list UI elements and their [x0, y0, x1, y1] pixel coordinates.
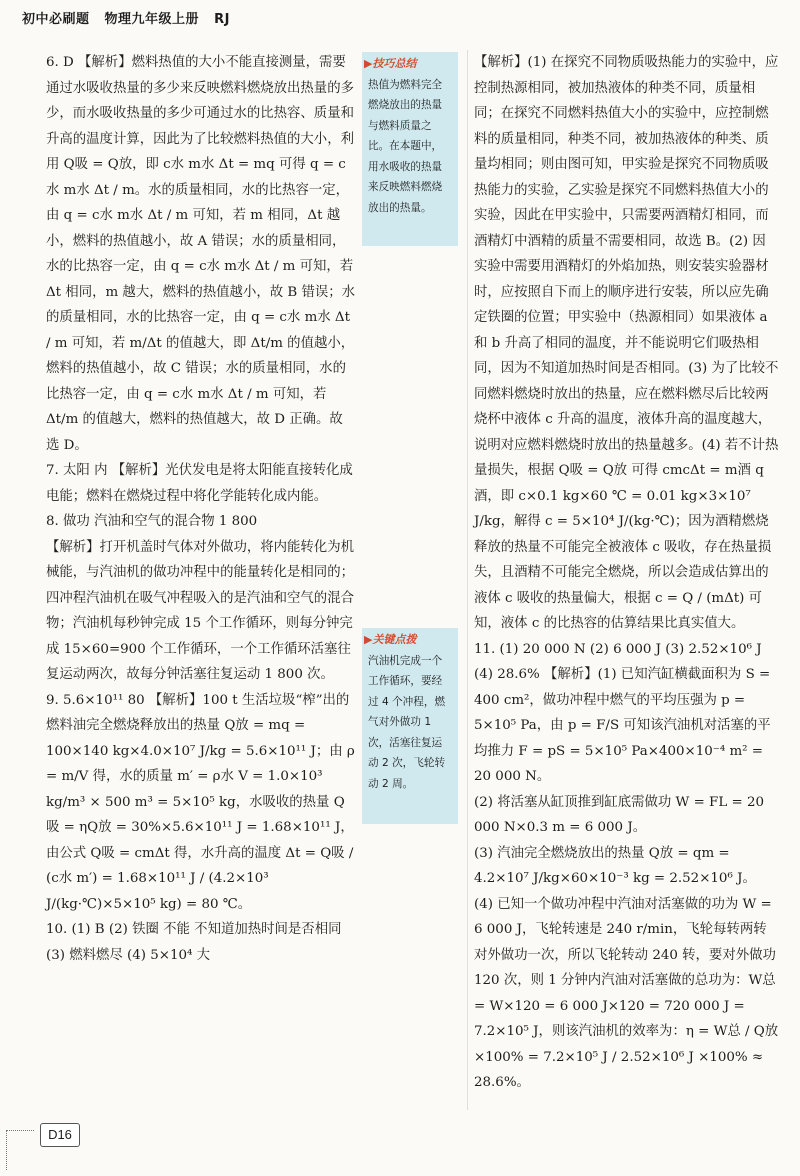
column-divider [467, 50, 468, 1110]
answer-10: 10. (1) B (2) 铁圈 不能 不知道加热时间是否相同 (3) 燃料燃尽 (4) 5×10⁴ 大 [46, 922, 342, 963]
answer-10-analysis: 【解析】(1) 在探究不同物质吸热能力的实验中，应控制热源相同，被加热液体的种类不同，质量相同；在探究不同燃料热值大小的实验中，应控制燃料的质量相同，种类不同，被加热液体的种类、质量均相同；则由图可知，甲实验是探究不同物质吸热能力的实验，乙实验是探究不同燃料热值大小的实验，因此在甲实验中，只需要两酒精灯相同，而酒精灯中酒精的质量不需要相同，故选 B。(2) 因实验中需要用酒精灯的外焰加热，则安装实验器材时，应按照自下而上的顺序进行安装，所以应先确定铁圈的位置；甲实验中（热源相同）如果液体 a 和 b 升高了相同的温度，并不能说明它们吸热相同，因为不知道加热时间是否相同。(3) 为了比较不同燃料燃烧时放出的热量，应在燃料燃尽后比较两烧杯中液体 c 升高的温度，液体升高的温度越大，说明对应燃料燃烧时放出的热量越多。(4) 若不计热量损失，根据 Q吸 = Q放 可得 cmcΔt = m酒 q酒，即 c×0.1 kg×60 ℃ = 0.01 kg×3×10⁷ J/kg，解得 c = 5×10⁴ J/(kg·℃)；因为酒精燃烧释放的热量不可能完全被液体 c 吸收，存在热量损失，且酒精不可能完全燃烧，所以会造成估算出的液体 c 吸收的热量偏大，根据 c = Q / (mΔt) 可知，液体 c 的比热容的估算结果比真实值大。 [474, 55, 779, 631]
left-column [46, 50, 356, 968]
answer-6: 6. D 【解析】燃料热值的大小不能直接测量，需要通过水吸收热量的多少来反映燃料燃烧放出热量的多少，而水吸收热量的多少可通过水的比热容、质量和升高的温度计算，因此为了比较燃料热值的大小，利用 Q吸 = Q放，即 c水 m水 Δt = mq 可得 q = c水 m水 Δt / m。水的质量相同，水的比热容一定，由 q = c水 m水 Δt / m 可知，若 m 相同，Δt 越小，燃料的热值越小，故 A 错误；水的质量相同，水的比热容一定，由 q = c水 m水 Δt / m 可知，若 Δt 相同，m 越大，燃料的热值越小，故 B 错误；水的质量相同，水的比热容一定，由 q = c水 m水 Δt / m 可知，若 m/Δt 的值越大，即 Δt/m 的值越小，燃料的热值越小，故 C 错误；水的质量相同，水的比热容一定，由 q = c水 m水 Δt / m 可知，若 Δt/m 的值越大，燃料的热值越大，故 D 正确。故选 D。 [46, 55, 356, 453]
right-column [474, 50, 779, 1096]
answer-11-part2: (2) 将活塞从缸顶推到缸底需做功 W = FL = 20 000 N×0.3 m = 6 000 J。 [474, 794, 765, 835]
answer-8-analysis: 【解析】打开机盖时气体对外做功，将内能转化为机械能，与汽油机的做功冲程中的能量转化是相同的；四冲程汽油机在吸气冲程吸入的是汽油和空气的混合物；汽油机每秒钟完成 15 个工作循环，则每分钟完成 15×60=900 个工作循环，一个工作循环活塞往复运动两次，故每分钟活塞往复运动 1 800 次。 [46, 539, 354, 682]
series-title: 初中必刷题 [22, 12, 90, 27]
tip-body: 热值为燃料完全燃烧放出的热量与燃料质量之比。在本题中，用水吸收的热量来反映燃料燃烧放出的热量。 [368, 78, 443, 214]
answer-11: 11. (1) 20 000 N (2) 6 000 J (3) 2.52×10⁶ J (4) 28.6% 【解析】(1) 已知汽缸横截面积为 S = 400 cm²，做功冲程中燃气的平均压强为 p = 5×10⁵ Pa，由 p = F/S 可知该汽油机对活塞的平均推力 F = pS = 5×10⁵ Pa×400×10⁻⁴ m² = 20 000 N。 [474, 641, 771, 784]
answer-11-part4: (4) 已知一个做功冲程中汽油对活塞做的功为 W = 6 000 J，飞轮转速是 240 r/min，飞轮每转两转对外做功一次，所以飞轮转动 240 转，要对外做功 120 次，则 1 分钟内汽油对活塞做的总功为：W总 = W×120 = 6 000 J×120 = 720 000 J = 7.2×10⁵ J，则该汽油机的效率为：η = W总 / Q放 ×100% = 7.2×10⁵ J / 2.52×10⁶ J ×100% ≈ 28.6%。 [474, 896, 779, 1090]
tip-title: ▶技巧总结 [364, 57, 417, 70]
answer-8: 8. 做功 汽油和空气的混合物 1 800 [46, 514, 258, 529]
subject-title: 物理九年级上册 [104, 12, 200, 27]
tip-body: 汽油机完成一个工作循环，要经过 4 个冲程，燃气对外做功 1 次，活塞往复运动 2 次，飞轮转动 2 周。 [368, 654, 446, 790]
answer-11-part3: (3) 汽油完全燃烧放出的热量 Q放 = qm = 4.2×10⁷ J/kg×60×10⁻³ kg = 2.52×10⁶ J。 [474, 845, 756, 886]
answer-7: 7. 太阳 内 【解析】光伏发电是将太阳能直接转化成电能；燃料在燃烧过程中将化学能转化成内能。 [46, 463, 353, 504]
answer-9: 9. 5.6×10¹¹ 80 【解析】100 t 生活垃圾“榨”出的燃料油完全燃烧释放出的热量 Q放 = mq = 100×140 kg×4.0×10⁷ J/kg = 5.6×10¹¹ J；由 ρ = m/V 得，水的质量 m′ = ρ水 V = 1.0×10³ kg/m³ × 500 m³ = 5×10⁵ kg，水吸收的热量 Q吸 = ηQ放 = 30%×5.6×10¹¹ J = 1.68×10¹¹ J，由公式 Q吸 = cmΔt 得，水升高的温度 Δt = Q吸 / (c水 m′) = 1.68×10¹¹ J / (4.2×10³ J/(kg·℃)×5×10⁵ kg) = 80 ℃。 [46, 692, 355, 912]
running-header [22, 8, 240, 28]
tip-box-key-point [362, 628, 458, 824]
corner-dotted-line [6, 1130, 34, 1131]
edition-label: RJ [214, 12, 230, 27]
tip-title: ▶关键点拨 [364, 633, 417, 646]
page-number: D16 [40, 1123, 80, 1147]
tip-box-technique [362, 52, 458, 246]
corner-dotted-line-vertical [6, 1130, 7, 1170]
